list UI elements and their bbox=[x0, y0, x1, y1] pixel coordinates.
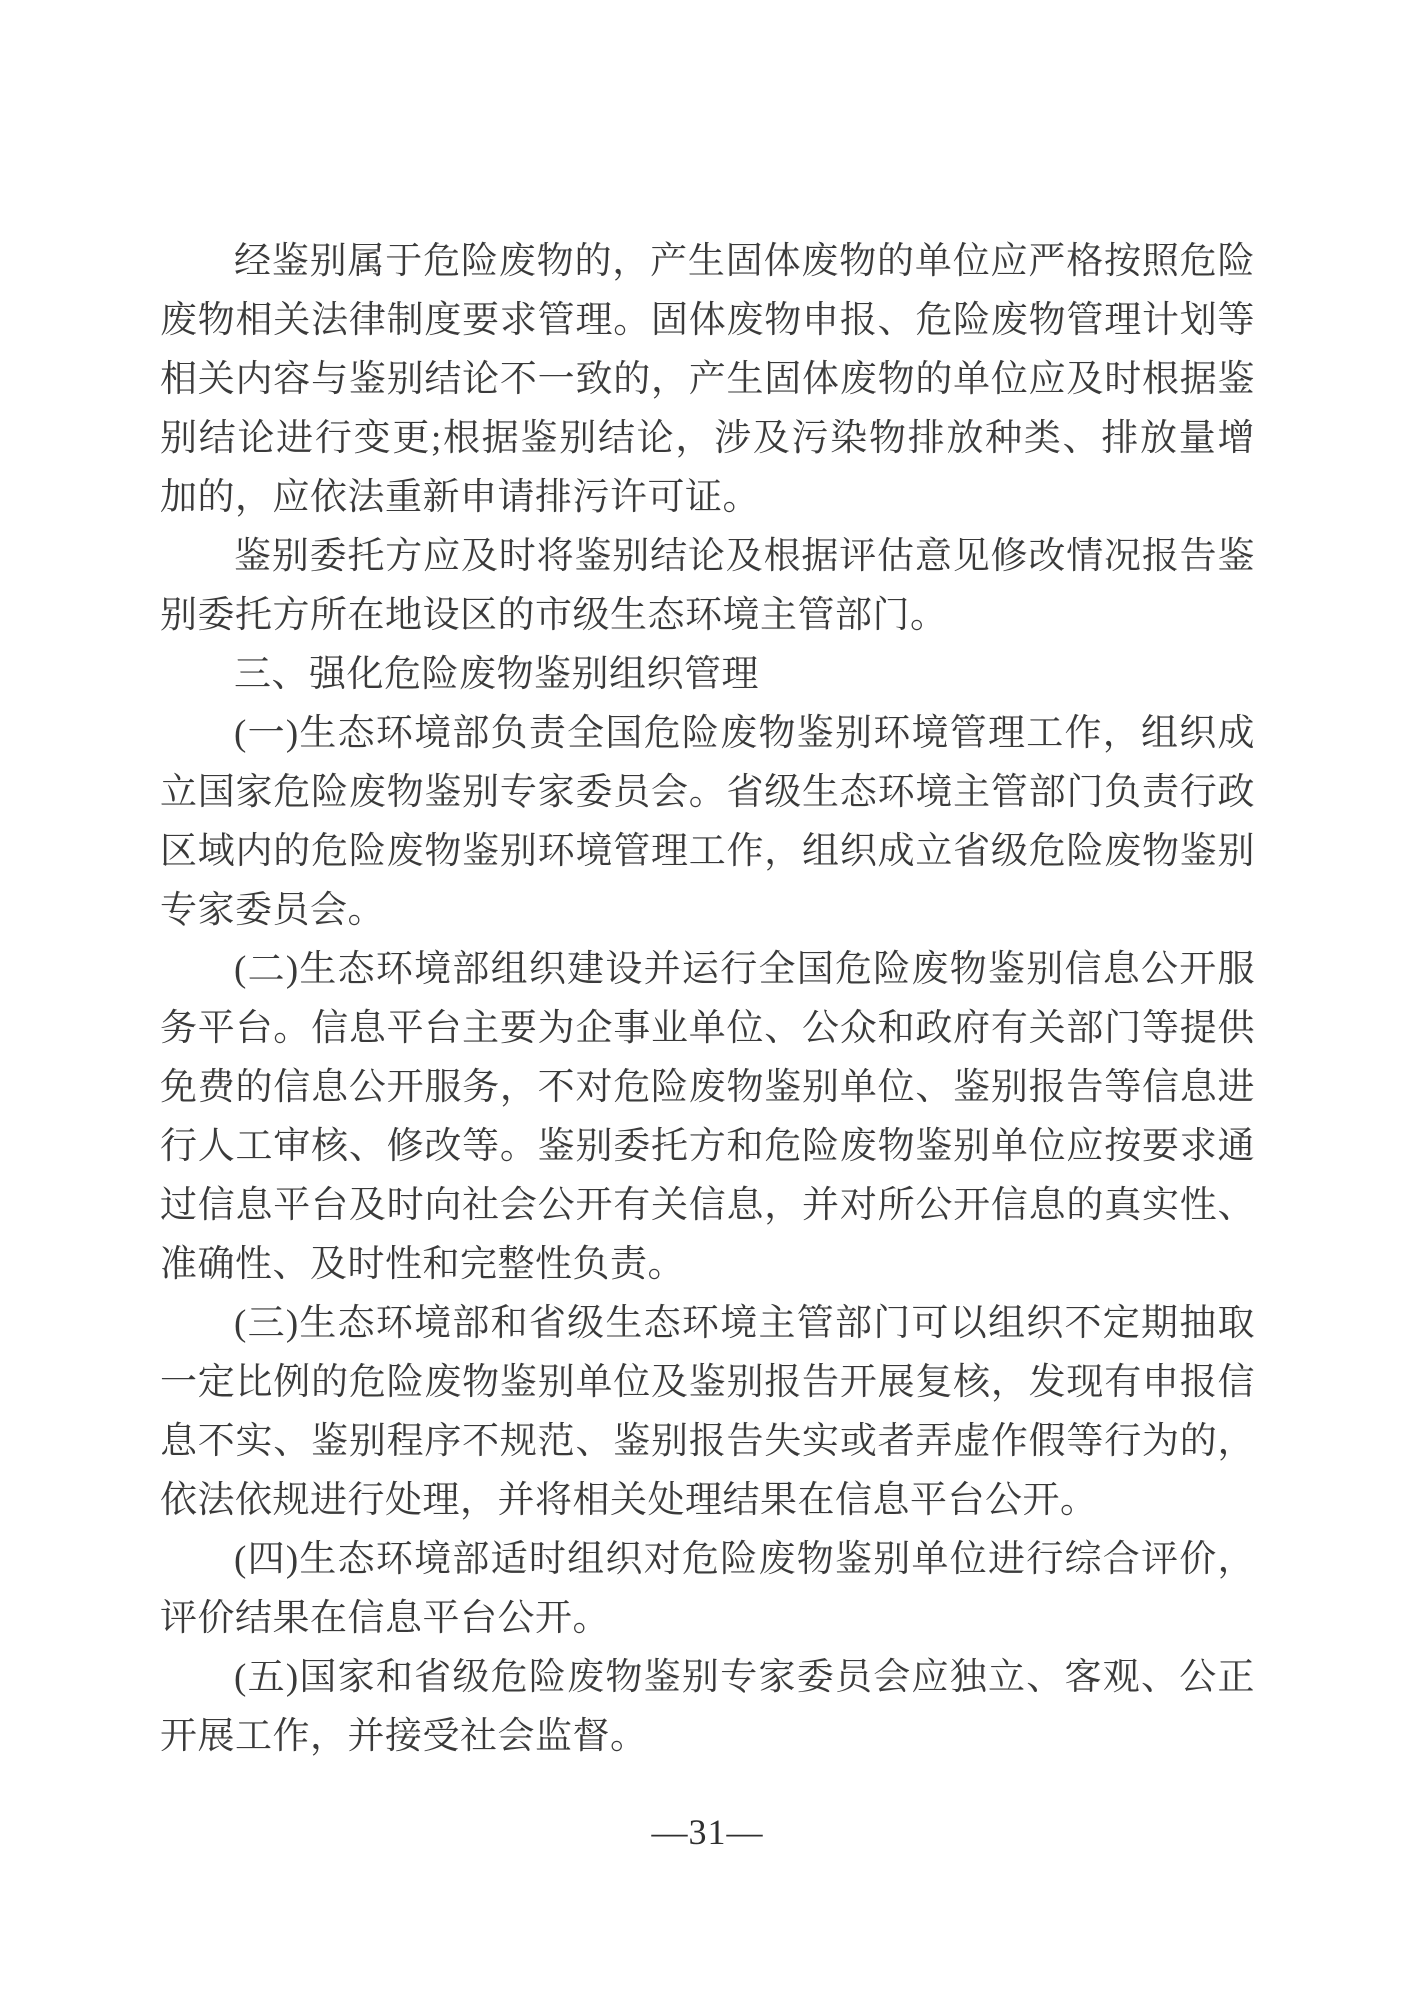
paragraph: (三)生态环境部和省级生态环境主管部门可以组织不定期抽取一定比例的危险废物鉴别单位及鉴别报告开展复核，发现有申报信息不实、鉴别程序不规范、鉴别报告失实或者弄虚作假等行为的，依法依规进行处理，并将相关处理结果在信息平台公开。 bbox=[160, 1303, 1255, 1521]
page-number: —31— bbox=[651, 1812, 764, 1852]
document-body bbox=[160, 232, 1255, 1766]
paragraph: 经鉴别属于危险废物的，产生固体废物的单位应严格按照危险废物相关法律制度要求管理。固体废物申报、危险废物管理计划等相关内容与鉴别结论不一致的，产生固体废物的单位应及时根据鉴别结论进行变更;根据鉴别结论，涉及污染物排放种类、排放量增加的，应依法重新申请排污许可证。 bbox=[160, 241, 1255, 518]
paragraph: (五)国家和省级危险废物鉴别专家委员会应独立、客观、公正开展工作，并接受社会监督。 bbox=[160, 1657, 1255, 1757]
paragraph: (二)生态环境部组织建设并运行全国危险废物鉴别信息公开服务平台。信息平台主要为企事业单位、公众和政府有关部门等提供免费的信息公开服务，不对危险废物鉴别单位、鉴别报告等信息进行人工审核、修改等。鉴别委托方和危险废物鉴别单位应按要求通过信息平台及时向社会公开有关信息，并对所公开信息的真实性、准确性、及时性和完整性负责。 bbox=[160, 949, 1255, 1285]
section-heading: 三、强化危险废物鉴别组织管理 bbox=[234, 654, 759, 695]
paragraph: (四)生态环境部适时组织对危险废物鉴别单位进行综合评价，评价结果在信息平台公开。 bbox=[160, 1539, 1255, 1639]
paragraph: (一)生态环境部负责全国危险废物鉴别环境管理工作，组织成立国家危险废物鉴别专家委员会。省级生态环境主管部门负责行政区域内的危险废物鉴别环境管理工作，组织成立省级危险废物鉴别专家委员会。 bbox=[160, 713, 1255, 931]
paragraph: 鉴别委托方应及时将鉴别结论及根据评估意见修改情况报告鉴别委托方所在地设区的市级生态环境主管部门。 bbox=[160, 536, 1255, 636]
